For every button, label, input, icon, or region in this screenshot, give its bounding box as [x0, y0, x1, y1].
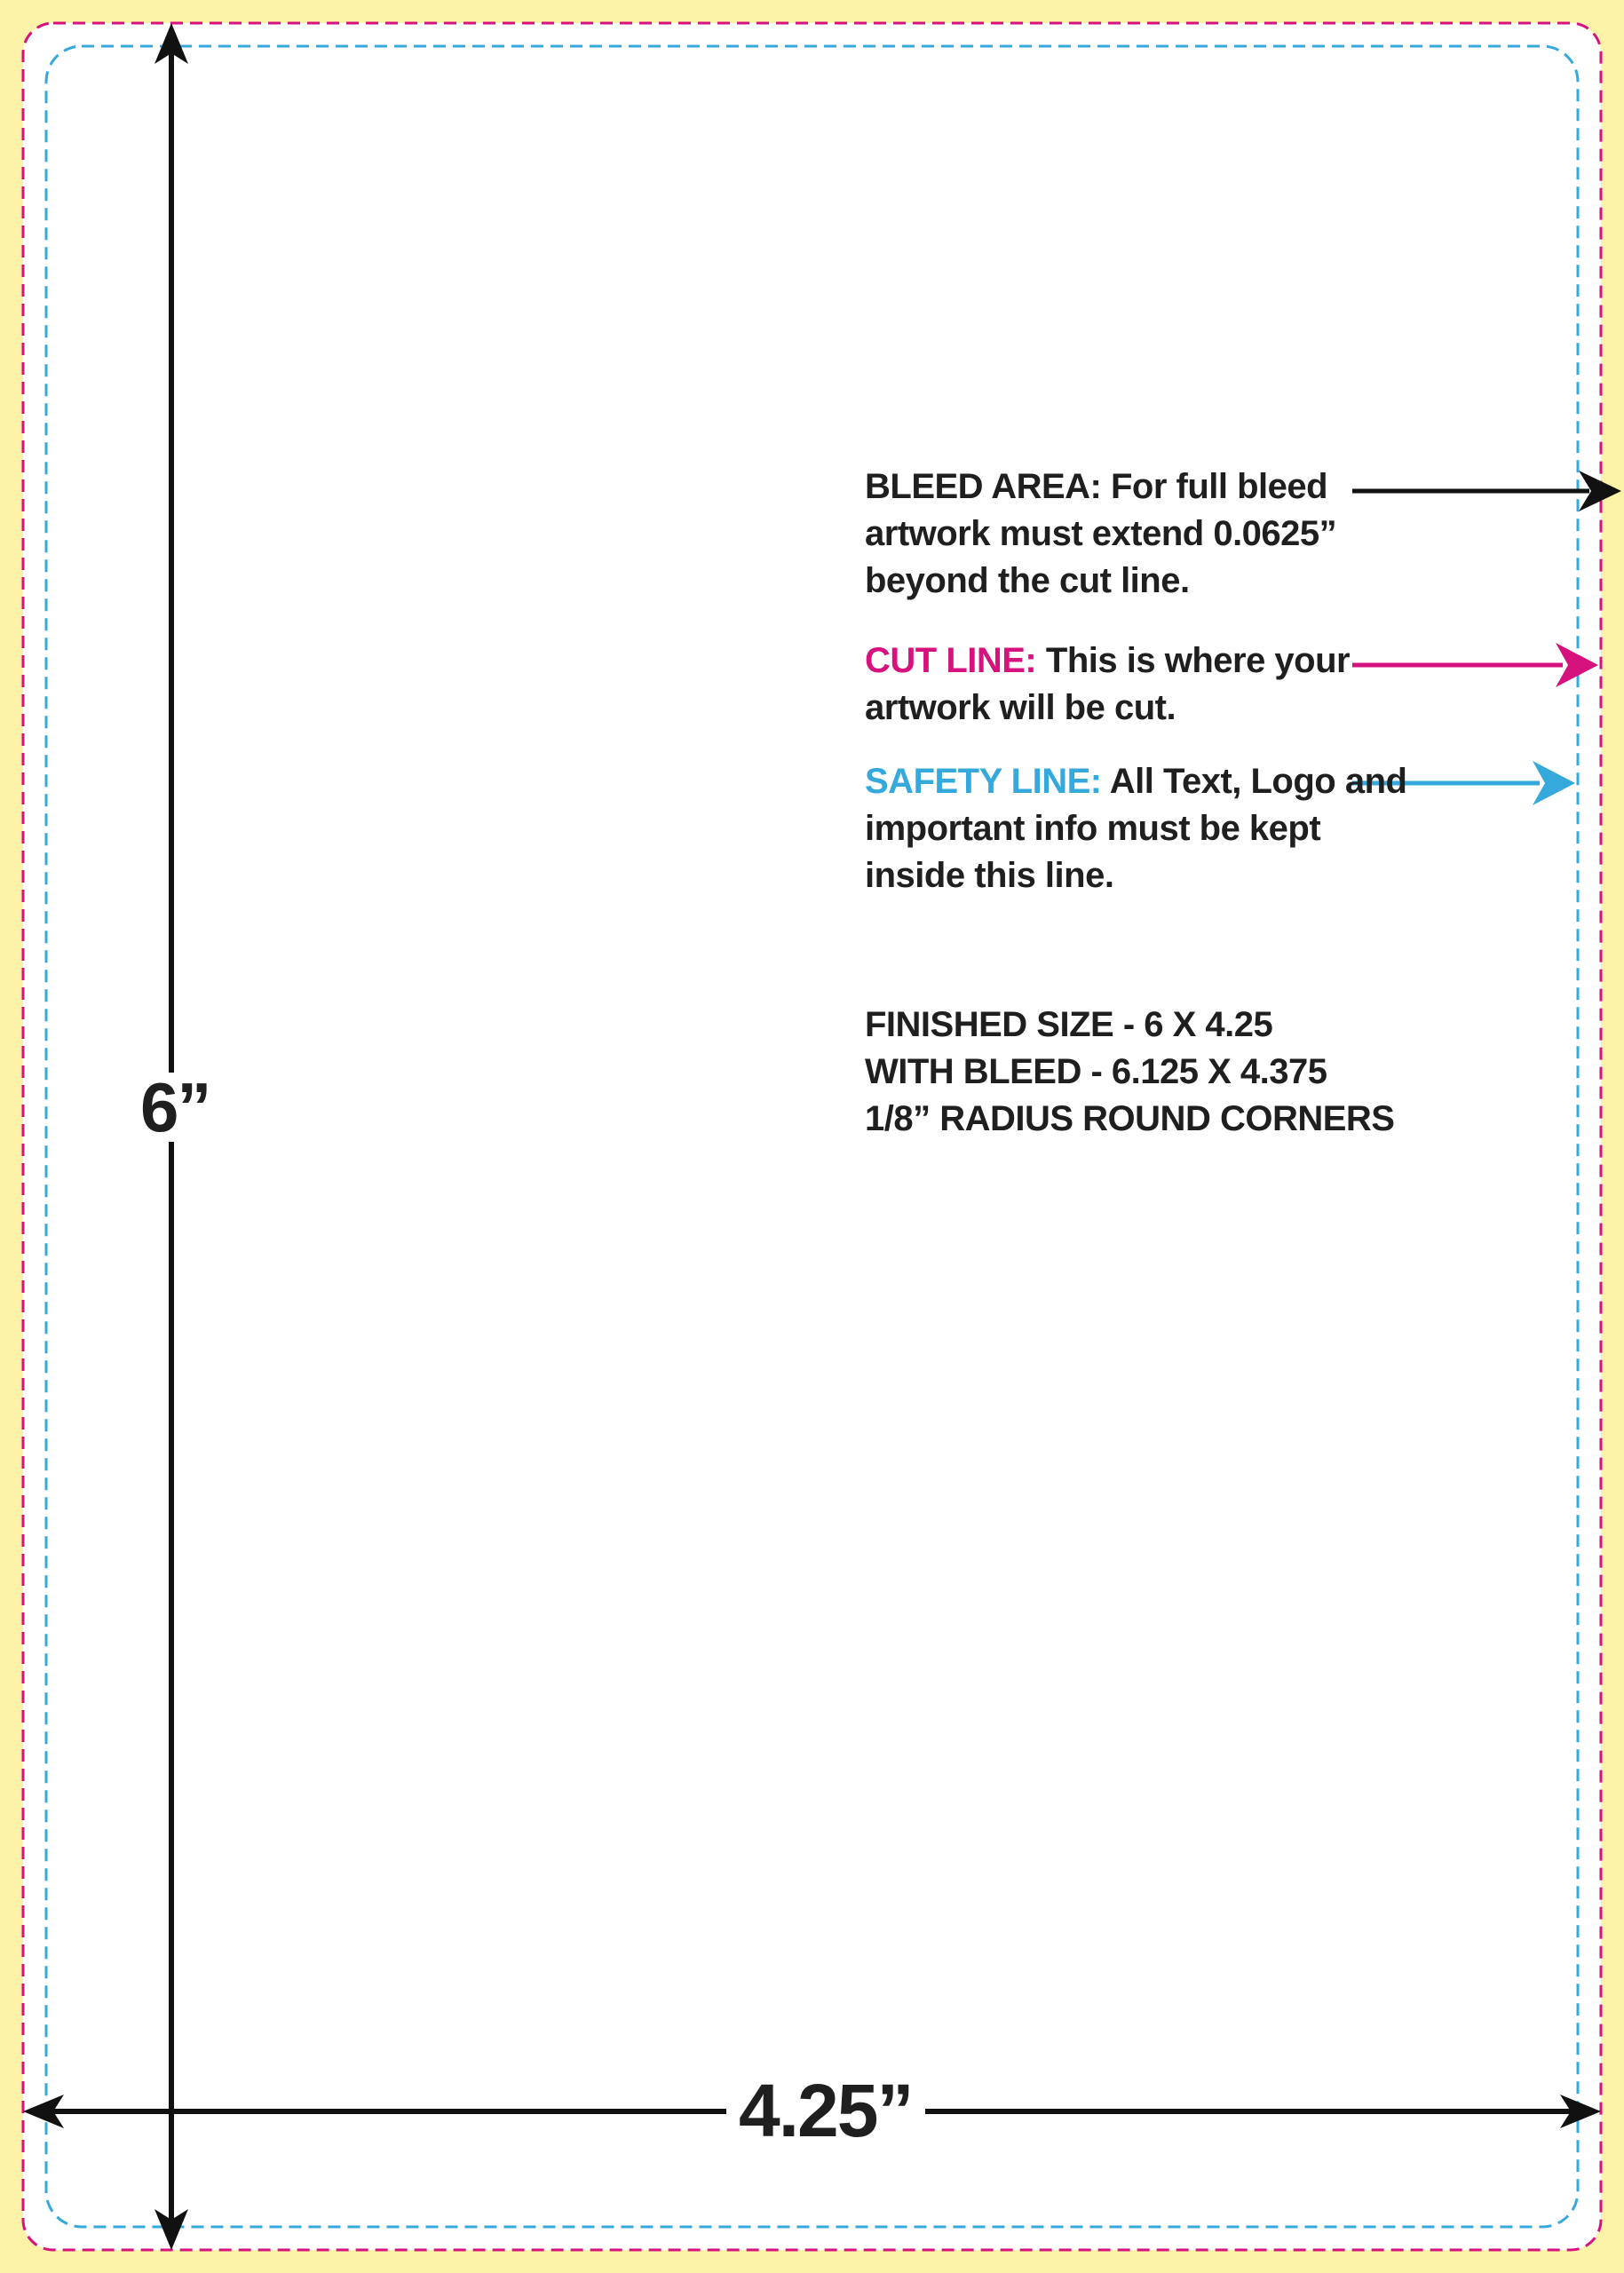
with-bleed-size: WITH BLEED - 6.125 X 4.375 — [865, 1052, 1327, 1091]
width-dimension-label: 4.25” — [726, 2073, 925, 2148]
cut-line-line-2: artwork will be cut. — [865, 688, 1176, 727]
bleed-area-line-3: beyond the cut line. — [865, 561, 1190, 600]
bleed-area-description — [865, 463, 1336, 605]
safety-line-line-3: inside this line. — [865, 856, 1114, 895]
cut-line-description — [865, 638, 1350, 732]
finished-size: FINISHED SIZE - 6 X 4.25 — [865, 1005, 1273, 1044]
bleed-area-line-1: For full bleed — [1110, 467, 1328, 506]
corner-radius: 1/8” RADIUS ROUND CORNERS — [865, 1099, 1395, 1138]
height-dimension-label: 6” — [133, 1073, 217, 1142]
safety-line-line-1: All Text, Logo and — [1109, 762, 1407, 801]
bleed-area-line-2: artwork must extend 0.0625” — [865, 514, 1337, 553]
cut-line-label: CUT LINE: — [865, 641, 1037, 680]
safety-line-label: SAFETY LINE: — [865, 762, 1102, 801]
size-specs — [865, 1002, 1394, 1143]
bleed-area-label: BLEED AREA: — [865, 467, 1102, 506]
cut-line-line-1: This is where your — [1045, 641, 1351, 680]
safety-line-description — [865, 758, 1406, 899]
safety-line-line-2: important info must be kept — [865, 809, 1321, 848]
